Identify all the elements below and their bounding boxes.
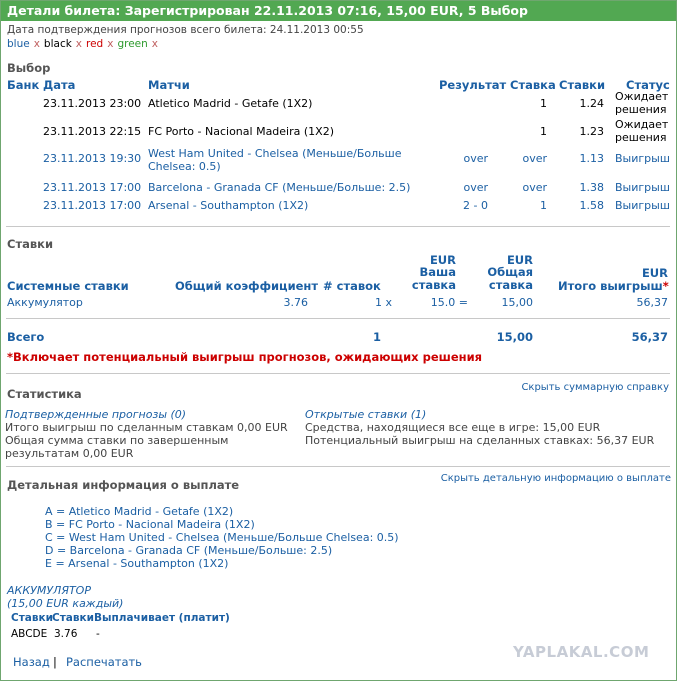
col-status: Статус [626,78,670,92]
color-legend-black: black [43,38,72,50]
completed-line-1: Общая сумма ставки по завершенным [5,434,229,447]
row-status: Ожидает решения [615,90,669,116]
row-date: 23.11.2013 23:00 [43,97,142,110]
payout-col-pays: Выплачивает (платит) [94,612,230,624]
row-date: 23.11.2013 19:30 [43,152,142,165]
col-total-coef: Общий коэффициент [175,279,319,293]
row-result: 2 - 0 [463,199,488,212]
total-num: 1 [373,330,382,344]
row-stake: 1 [540,199,547,212]
total-win: 56,37 [631,330,668,344]
potential-win-line: Потенциальный выигрыш на сделанных ставках: 56,37 EUR [305,434,655,447]
row-date: 23.11.2013 22:15 [43,125,142,138]
footer-separator: | [53,655,57,669]
payout-legend-item: A = Atletico Madrid - Getafe (1X2) [45,505,234,518]
bet-total: 15,00 [501,296,533,309]
payout-row-pays: - [96,628,100,640]
row-result: over [463,181,488,194]
divider [6,226,670,227]
payout-legend-item: E = Arsenal - Southampton (1X2) [45,557,229,570]
color-legend-sep: x [75,38,83,50]
selection-section-title: Выбор [7,61,51,75]
row-match: West Ham United - Chelsea (Меньше/Больше Chelsea: 0.5) [148,147,402,173]
total-stake-currency: EUR [506,253,533,267]
row-odds: 1.23 [579,125,604,138]
payout-col-bets: Ставки [11,612,54,624]
row-odds: 1.24 [579,97,604,110]
in-play-line: Средства, находящиеся все еще в игре: 15,00 EUR [305,421,601,434]
row-stake: 1 [540,97,547,110]
col-result: Результат [439,78,507,92]
bet-coef: 3.76 [283,296,308,309]
back-link[interactable]: Назад [13,655,50,669]
row-match: Barcelona - Granada CF (Меньше/Больше: 2.5) [148,181,411,194]
col-stake: Ставка [510,78,556,92]
row-match: Arsenal - Southampton (1X2) [148,199,309,212]
col-system: Системные ставки [7,279,129,293]
payout-section-title: Детальная информация о выплате [7,478,240,492]
confirmed-predictions-title: Подтвержденные прогнозы (0) [5,408,187,421]
divider [6,318,670,319]
potential-win-note: *Включает потенциальный выигрыш прогнозов, ожидающих решения [7,350,483,364]
payout-legend-item: B = FC Porto - Nacional Madeira (1X2) [45,518,255,531]
bet-type: Аккумулятор [7,296,83,309]
row-date: 23.11.2013 17:00 [43,199,142,212]
col-total-stake: Общая ставка [487,265,533,292]
color-legend [7,38,162,50]
color-legend-green: green [117,38,148,50]
payout-row-bets: ABCDE [11,628,48,640]
row-stake: over [522,152,547,165]
watermark-logo: YAPLAKAL.COM [513,643,650,661]
total-label: Всего [7,330,45,344]
color-legend-blue: blue [7,38,30,50]
row-match: FC Porto - Nacional Madeira (1X2) [148,125,334,138]
row-status: Выигрыш [615,181,670,194]
total-win-line: Итого выигрыш по сделанным ставкам 0,00 EUR [5,421,288,434]
payout-col-odds: Ставки [52,612,95,624]
payout-row-odds: 3.76 [54,628,78,640]
completed-line-2: результатам 0,00 EUR [5,447,134,460]
col-num-bets: # ставок [323,279,381,293]
bet-stake: 15.0 = [430,296,468,309]
row-odds: 1.58 [579,199,604,212]
row-status: Ожидает решения [615,118,669,144]
row-status: Выигрыш [615,152,670,165]
bets-section-title: Ставки [7,237,54,251]
row-stake: over [522,181,547,194]
confirm-date: Дата подтверждения прогнозов всего билета: 24.11.2013 00:55 [7,24,364,36]
hide-payout-link[interactable]: Скрыть детальную информацию о выплате [440,473,671,484]
accumulator-title: АККУМУЛЯТОР [7,584,91,597]
color-legend-sep: x [33,38,40,50]
color-legend-sep: x [151,38,158,50]
col-total-win: Итого выигрыш* [558,279,669,293]
divider [6,373,670,374]
hide-summary-link[interactable]: Скрыть суммарную справку [521,382,669,393]
col-date: Дата [43,78,76,92]
col-your-stake: Ваша ставка [411,265,456,292]
payout-legend-item: D = Barcelona - Granada CF (Меньше/Больше: 2.5) [45,544,333,557]
row-status: Выигрыш [615,199,670,212]
col-matches: Матчи [148,78,190,92]
row-match: Atletico Madrid - Getafe (1X2) [148,97,313,110]
col-odds: Ставки [559,78,606,92]
divider [6,466,670,467]
print-link[interactable]: Распечатать [66,655,142,669]
open-bets-title: Открытые ставки (1) [305,408,427,421]
col-bank: Банк [7,78,40,92]
bet-win: 56,37 [636,296,668,309]
color-legend-sep: x [107,38,114,50]
total-stake: 15,00 [496,330,533,344]
total-win-currency: EUR [641,266,668,280]
your-stake-currency: EUR [429,253,456,267]
row-date: 23.11.2013 17:00 [43,181,142,194]
color-legend-red: red [86,38,104,50]
row-stake: 1 [540,125,547,138]
stats-section-title: Статистика [7,387,82,401]
row-result: over [463,152,488,165]
bet-num: 1 x [374,296,392,309]
accumulator-each: (15,00 EUR каждый) [7,597,124,610]
row-odds: 1.38 [579,181,604,194]
row-odds: 1.13 [579,152,604,165]
payout-legend-item: C = West Ham United - Chelsea (Меньше/Больше Chelsea: 0.5) [45,531,399,544]
ticket-title: Детали билета: Зарегистрирован 22.11.2013 07:16, 15,00 EUR, 5 Выбор [1,1,676,21]
